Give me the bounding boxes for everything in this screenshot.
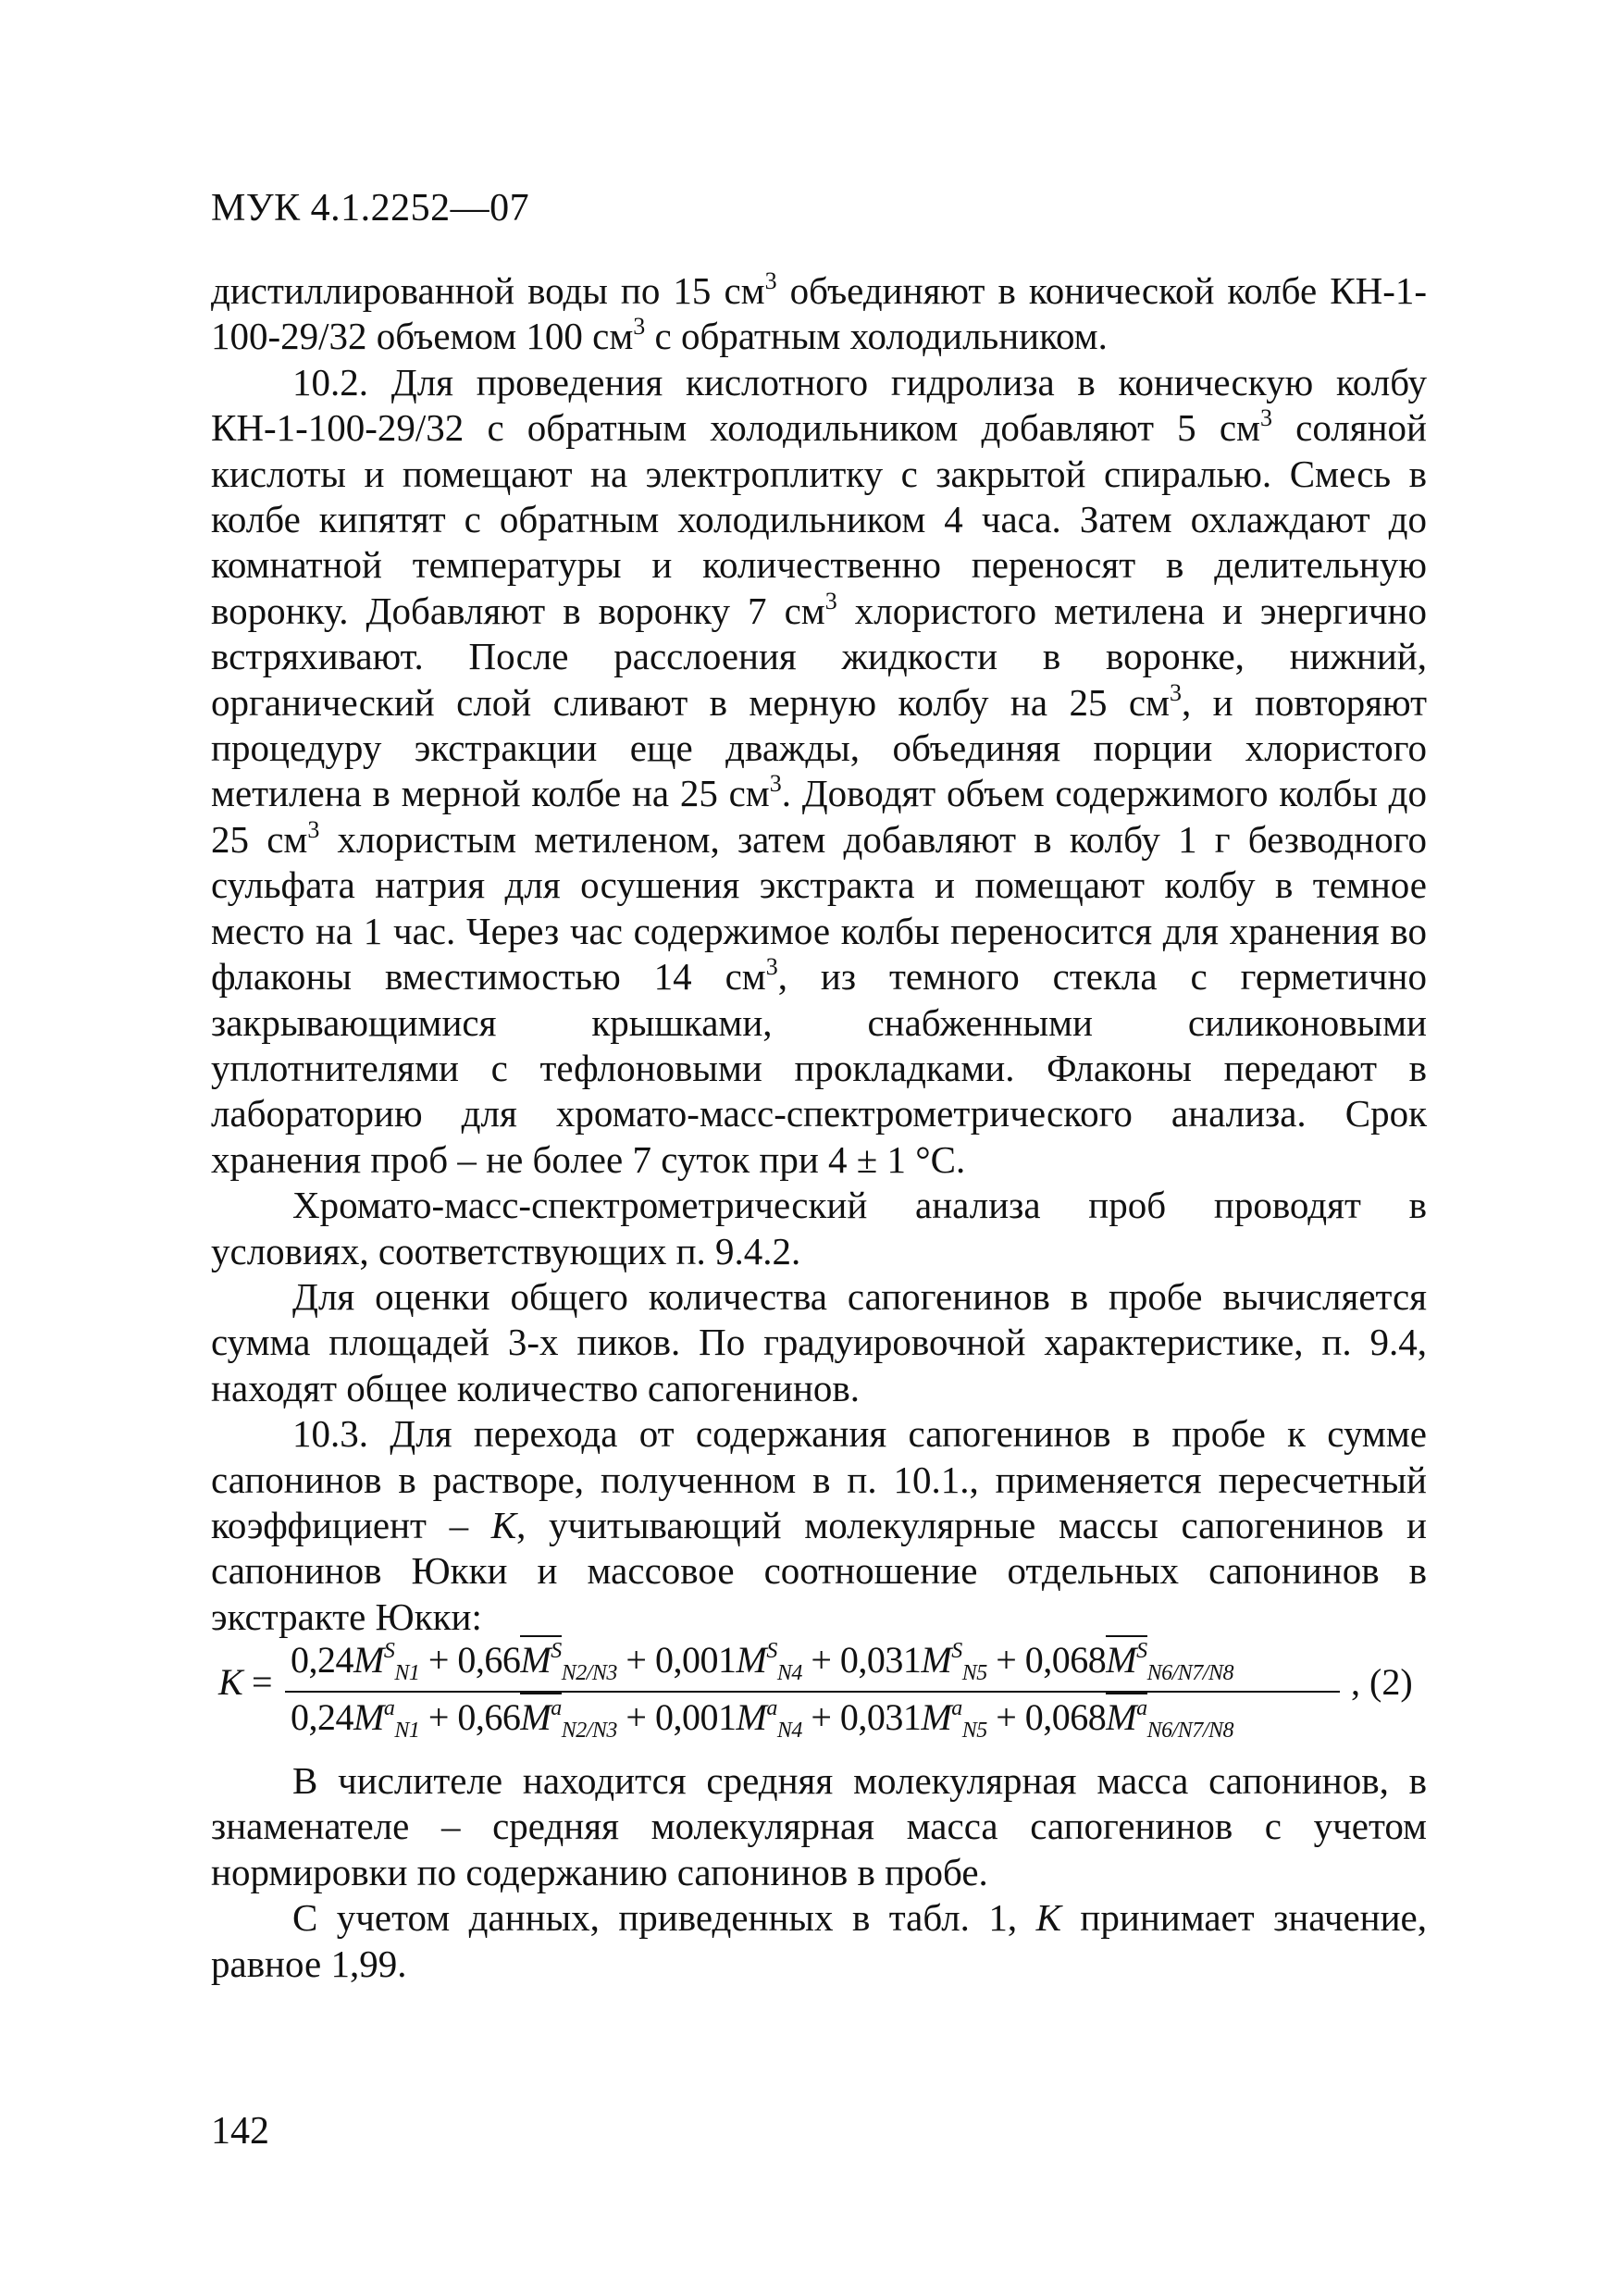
paragraph-10-3: 10.3. Для перехода от содержания сапогенинов в пробе к сумме сапонинов в растворе, полученном в п. 10.1., применяется пересчетный коэффициент – K, учитывающий молекулярные массы сапогенинов и сапонинов Юкки и массовое соотношение отдельных сапонинов в экстракте Юкки: — [211, 1412, 1427, 1638]
overline-term: $M^a$ — [1106, 1693, 1146, 1738]
formula-denominator: $0,24M^a_{N1} + 0,66M^a_{N2/N3} + 0,001M^a_{N4} + 0,031M^a_{N5} + 0,068M^a_{N6/N7/N8}$ — [291, 1695, 1345, 1739]
paragraph-numerator-explanation: В числителе находится средняя молекулярная масса сапонинов, в знаменателе – средняя молекулярная масса сапогенинов с учетом нормировки по содержанию сапонинов в пробе. — [211, 1759, 1427, 1893]
paragraph-total-sapogenins: Для оценки общего количества сапогенинов в пробе вычисляется сумма площадей 3-х пиков. По градуировочной характеристике, п. 9.4, находят общее количество сапогенинов. — [211, 1274, 1427, 1409]
overline-term: $M^S$ — [1106, 1635, 1146, 1681]
formula-equals: = — [252, 1661, 273, 1703]
body-text-upper — [211, 268, 1427, 1640]
formula-lhs: K — [218, 1661, 243, 1703]
overline-term: $M^a$ — [520, 1693, 561, 1738]
page-number: 142 — [211, 2110, 269, 2153]
formula-number: , (2) — [1351, 1661, 1413, 1703]
formula-2 — [211, 1638, 1432, 1743]
paragraph-10-2: 10.2. Для проведения кислотного гидролиза в коническую колбу КН-1-100-29/32 с обратным холодильником добавляют 5 $см^3$ соляной кислоты и помещают на электроплитку с закрытой спиралью. Смесь в колбе кипятят с обратным холодильником 4 часа. Затем охлаждают до комнатной температуры и количественно переносят в делительную воронку. Добавляют в воронку 7 $см^3$ хлористого метилена и энергично встряхивают. После расслоения жидкости в воронке, нижний, органический слой сливают в мерную колбу на 25 $см^3$, и повторяют процедуру экстракции еще дважды, объединяя порции хлористого метилена в мерной колбе на 25 $см^3$. Доводят объем содержимого колбы до 25 $см^3$ хлористым метиленом, затем добавляют в колбу 1 г безводного сульфата натрия для осушения экстракта и помещают колбу в темное место на 1 час. Через час содержимое колбы переносится для хранения во флаконы вместимостью 14 $см^3$, из темного стекла с герметично закрывающимися крышками, снабженными силиконовыми уплотнителями с тефлоновыми прокладками. Флаконы передают в лабораторию для хромато-масс-спектрометрического анализа. Срок хранения проб – не более 7 суток при 4 ± 1 °С. — [211, 360, 1427, 1181]
paragraph-1: дистиллированной воды по 15 $см^3$ объединяют в конической колбе КН-1-100-29/32 объемом 100 $см^3$ с обратным холодильником. — [211, 267, 1427, 358]
paragraph-k-value: С учетом данных, приведенных в табл. 1, K принимает значение, равное 1,99. — [211, 1896, 1427, 1985]
body-text-lower — [211, 1758, 1427, 1987]
document-code-header: МУК 4.1.2252—07 — [211, 187, 530, 230]
overline-term: $M^S$ — [520, 1635, 561, 1681]
formula-numerator: $0,24M^S_{N1} + 0,66M^S_{N2/N3} + 0,001M^S_{N4} + 0,031M^S_{N5} + 0,068M^S_{N6/N7/N8}$ — [291, 1638, 1345, 1682]
paragraph-analysis-conditions: Хромато-масс-спектрометрический анализа проб проводят в условиях, соответствующих п. 9.4.2. — [211, 1184, 1427, 1272]
fraction-bar — [285, 1691, 1340, 1693]
